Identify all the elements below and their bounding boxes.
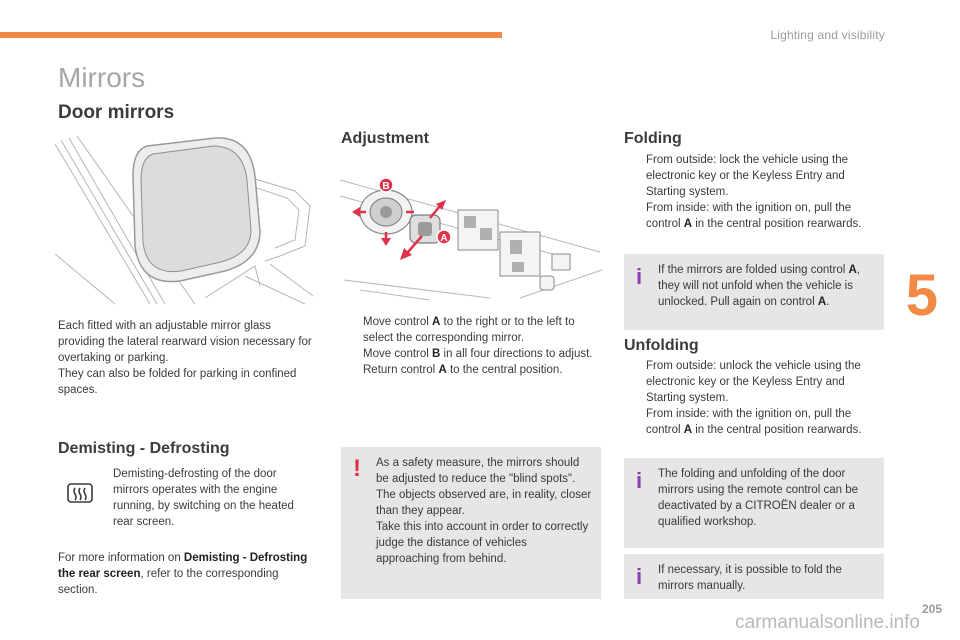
warning-line: The objects observed are, in reality, closer than they appear. (376, 489, 592, 517)
item-text: Return control (363, 364, 439, 376)
info-box-folding (624, 254, 884, 330)
info-box-remote (624, 458, 884, 548)
intro-line-1: Each fitted with an adjustable mirror glass providing the lateral rearward vision necessary for overtaking or parking. (58, 320, 312, 364)
list-item (624, 200, 882, 232)
item-text: in all four directions to adjust. (440, 348, 593, 360)
label-b-text: B (382, 181, 390, 192)
door-mirrors-heading: Door mirrors (58, 102, 175, 123)
info-text: The folding and unfolding of the door mirrors using the remote control can be deactivated by a CITROËN dealer or a qualified workshop. (658, 468, 859, 528)
list-item (341, 314, 596, 346)
list-item (624, 152, 882, 200)
unfolding-list (624, 358, 882, 438)
folding-heading: Folding (624, 130, 682, 147)
item-text: From inside: with the ignition on, pull the control (646, 202, 852, 230)
info-bold: A (817, 296, 827, 308)
item-text: to the central position. (446, 364, 563, 376)
section-title: Lighting and visibility (770, 28, 885, 42)
info-box-manual (624, 554, 884, 599)
demisting-more (58, 550, 308, 598)
item-text: From outside: lock the vehicle using the electronic key or the Keyless Entry and Starting system. (646, 154, 848, 198)
info-part: , they will not unfold when the vehicle is unlocked. Pull again on control (658, 264, 860, 308)
item-text: Move control (363, 316, 433, 328)
demisting-text: Demisting-defrosting of the door mirrors operates with the engine running, by switching on the heated rear screen. (113, 468, 294, 528)
page-title: Mirrors (58, 62, 146, 93)
item-text: to the right or to the left to select the corresponding mirror. (363, 316, 575, 344)
demisting-heading: Demisting - Defrosting (58, 440, 230, 457)
top-accent-bar (0, 32, 502, 38)
chapter-number: 5 (905, 263, 938, 328)
warning-text (376, 455, 593, 567)
info-text: If necessary, it is possible to fold the mirrors manually. (658, 564, 842, 592)
adjustment-heading: Adjustment (341, 130, 429, 147)
warning-line: Take this into account in order to correctly judge the distance of vehicles approaching from behind. (376, 521, 589, 565)
warning-box (341, 447, 601, 599)
more-suffix: , refer to the corresponding section. (58, 568, 279, 596)
mirror-illustration (55, 136, 315, 306)
item-bold: A (683, 218, 693, 230)
item-text: Move control (363, 348, 433, 360)
info-bold: A (848, 264, 857, 276)
item-text: From outside: unlock the vehicle using the electronic key or the Keyless Entry and Starting system. (646, 360, 861, 404)
control-panel-illustration (340, 170, 602, 302)
more-prefix: For more information on (58, 552, 184, 564)
list-item (624, 406, 882, 438)
warning-icon: ! (353, 455, 361, 482)
info-icon: i (636, 468, 643, 493)
label-a-text: A (440, 233, 448, 244)
item-text: in the central position rearwards. (692, 218, 862, 230)
info-icon: i (636, 564, 643, 589)
unfolding-heading: Unfolding (624, 337, 699, 354)
info-icon: i (636, 264, 643, 289)
info-part: If the mirrors are folded using control (658, 264, 849, 276)
folding-list (624, 152, 882, 232)
intro-line-2: They can also be folded for parking in confined spaces. (58, 368, 297, 396)
list-item (624, 358, 882, 406)
info-text (658, 262, 876, 310)
list-item (341, 346, 596, 362)
more-link-text: Demisting - Defrosting the rear screen (58, 552, 308, 580)
watermark: carmanualsonline.info (735, 612, 920, 633)
page-number: 205 (921, 602, 942, 616)
item-text: in the central position rearwards. (692, 424, 862, 436)
adjustment-list (341, 314, 596, 378)
item-bold: A (438, 364, 447, 376)
item-bold: A (683, 424, 693, 436)
item-bold: A (432, 316, 441, 328)
heated-screen-icon (66, 482, 94, 504)
warning-line: As a safety measure, the mirrors should be adjusted to reduce the "blind spots". (376, 457, 580, 485)
door-mirrors-intro (58, 318, 320, 398)
item-text: From inside: with the ignition on, pull the control (646, 408, 852, 436)
item-bold: B (432, 348, 441, 360)
info-part: . (826, 296, 830, 308)
list-item (341, 362, 596, 378)
